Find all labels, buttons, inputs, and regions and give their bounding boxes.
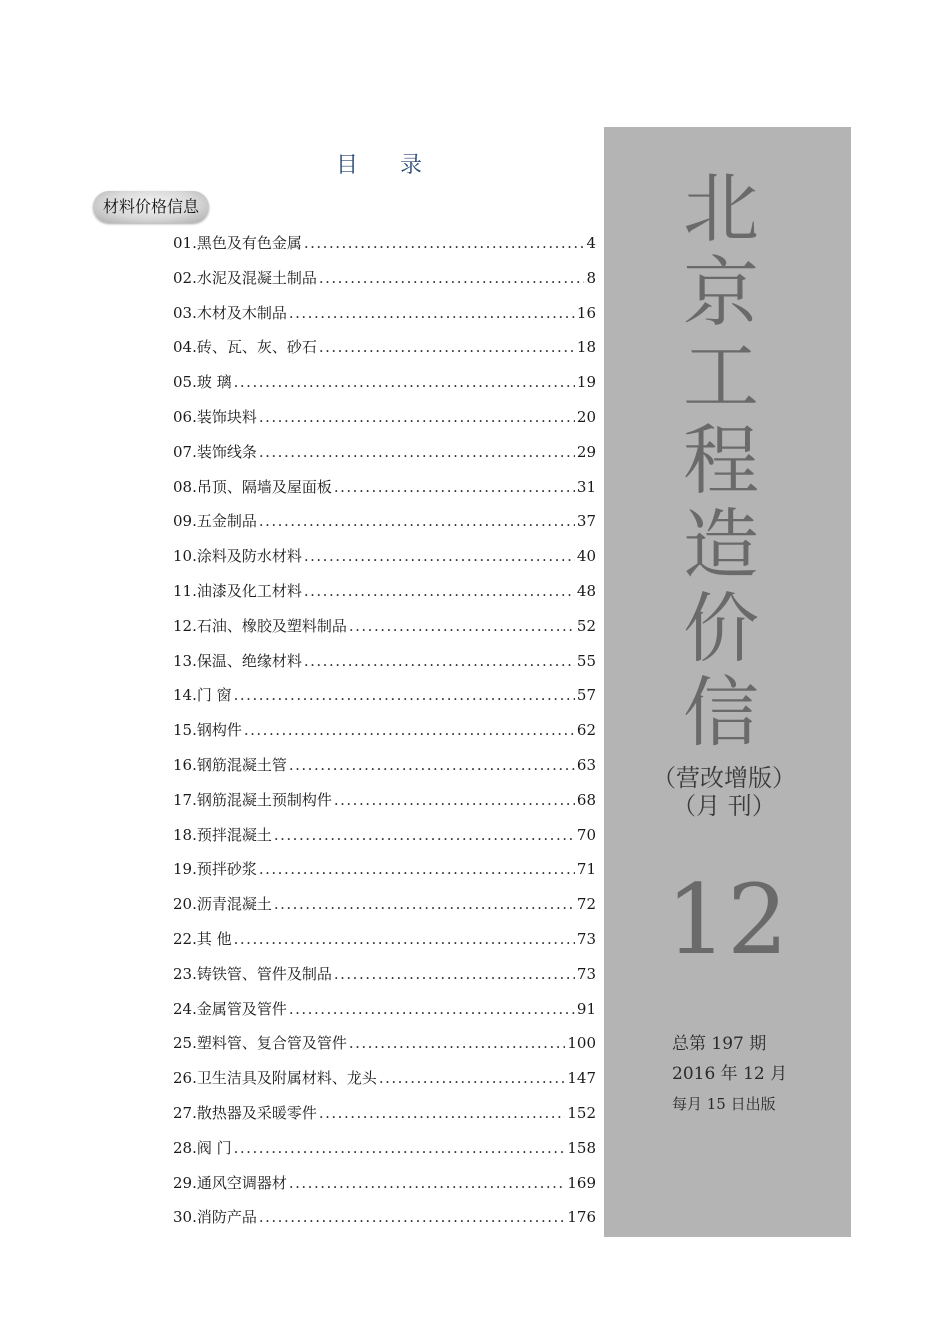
toc-item-number: 23. [173,964,197,983]
toc-item-label: 金属管及管件 [196,999,287,1018]
toc-item-page: 91 [576,999,596,1018]
total-issue: 总第 197 期 [672,1034,767,1054]
toc-item-page: 40 [576,547,596,566]
cover-title-char: 程 [683,416,759,505]
toc-item[interactable] [173,504,596,539]
toc-item-label: 沥青混凝土 [196,895,272,914]
toc-item-label: 塑料管、复合管及管件 [196,1034,347,1053]
toc-item-number: 02. [173,268,197,287]
toc-item-label: 装饰线条 [196,442,257,461]
toc-item-number: 09. [173,512,197,531]
toc-item[interactable] [173,296,596,331]
toc-item-label: 消防产品 [196,1208,257,1227]
toc-item-number: 05. [173,373,197,392]
toc-item-page: 169 [567,1173,596,1192]
toc-item-page: 62 [576,721,596,740]
toc-item[interactable] [173,435,596,470]
toc-item[interactable] [173,400,596,435]
toc-title-left: 目 [336,153,361,178]
toc-item-page: 73 [576,964,596,983]
toc-item[interactable] [173,713,596,748]
toc-item-label: 涂料及防水材料 [196,547,302,566]
toc-item-number: 01. [173,234,197,252]
toc-item[interactable] [173,470,596,505]
toc-item[interactable] [173,1131,596,1166]
cover-title-char: 价 [683,584,759,673]
toc-item-leader [379,1061,565,1096]
toc-item-page: 152 [567,1103,596,1122]
edition-line-2: （月 刊） [672,792,776,820]
cover-title-char: 信 [683,668,759,757]
toc-item-label: 铸铁管、管件及制品 [196,964,332,983]
toc-item-leader [244,713,575,748]
toc-item-label: 门 窗 [196,686,232,705]
toc-item-label: 卫生洁具及附属材料、龙头 [196,1069,377,1088]
toc-item-leader [289,992,575,1027]
toc-item-leader [304,226,585,261]
cover-title-char: 造 [683,500,759,589]
toc-item-page: 16 [576,303,596,322]
toc-item-page: 29 [576,442,596,461]
toc-item-label: 钢筋混凝土管 [196,755,287,774]
toc-item-page: 70 [576,825,596,844]
toc-item-number: 30. [173,1208,197,1227]
toc-item-number: 03. [173,303,197,322]
toc-item-number: 26. [173,1069,197,1088]
toc-item[interactable] [173,1061,596,1096]
toc-item-label: 阀 门 [196,1138,232,1157]
toc-list [173,226,596,1235]
toc-item-page: 176 [567,1208,596,1227]
toc-item-leader [274,887,575,922]
toc-item[interactable] [173,574,596,609]
edition-label [604,764,844,820]
toc-item[interactable] [173,1026,596,1061]
toc-item-page: 72 [576,895,596,914]
toc-item[interactable] [173,748,596,783]
toc-item-label: 散热器及采暖零件 [196,1103,317,1122]
toc-item-number: 16. [173,755,197,774]
toc-item[interactable] [173,1166,596,1201]
toc-item[interactable] [173,852,596,887]
toc-item-label: 玻 璃 [196,373,232,392]
toc-item-page: 31 [576,477,596,496]
toc-item-leader [289,296,575,331]
toc-item[interactable] [173,783,596,818]
toc-item-page: 52 [576,616,596,635]
issue-meta [672,1029,842,1119]
toc-item-number: 15. [173,721,197,740]
toc-item-number: 13. [173,651,197,670]
toc-item-leader [334,957,575,992]
toc-item-number: 18. [173,825,197,844]
toc-item-leader [259,400,575,435]
toc-item-label: 钢筋混凝土预制构件 [196,790,332,809]
toc-item-label: 预拌混凝土 [196,825,272,844]
toc-item-page: 19 [576,373,596,392]
toc-item-label: 预拌砂浆 [196,860,257,879]
toc-item-page: 8 [586,268,596,287]
toc-item[interactable] [173,330,596,365]
toc-item-leader [234,922,575,957]
toc-item-number: 12. [173,616,197,635]
toc-item-leader [289,1166,565,1201]
toc-item-label: 五金制品 [196,512,257,531]
toc-item-leader [304,644,575,679]
toc-item-page: 37 [576,512,596,531]
toc-item-page: 55 [576,651,596,670]
toc-item[interactable] [173,365,596,400]
toc-item-leader [234,1131,566,1166]
toc-item-leader [304,574,575,609]
toc-item-leader [319,1096,565,1131]
cover-title-char: 北 [683,164,759,253]
toc-item-leader [234,365,575,400]
toc-item-page: 73 [576,929,596,948]
toc-item-number: 06. [173,407,197,426]
toc-item-leader [259,852,575,887]
toc-item-number: 17. [173,790,197,809]
toc-item[interactable] [173,609,596,644]
toc-title-right: 录 [400,153,425,178]
toc-item-page: 48 [576,581,596,600]
toc-item-label: 钢构件 [196,721,242,740]
toc-item-label: 油漆及化工材料 [196,581,302,600]
toc-item[interactable] [173,992,596,1027]
toc-item[interactable] [173,644,596,679]
toc-item-label: 木材及木制品 [196,303,287,322]
issue-date: 2016 年 12 月 [672,1064,788,1084]
cover-title [676,164,766,757]
toc-item-leader [319,330,575,365]
toc-item-number: 28. [173,1138,197,1157]
toc-item-leader [234,678,575,713]
toc-item-page: 100 [567,1034,596,1053]
cover-title-char: 工 [683,332,759,421]
toc-item-leader [259,435,575,470]
cover-title-char: 京 [683,248,759,337]
toc-item[interactable] [173,261,596,296]
toc-item-number: 24. [173,999,197,1018]
toc-item[interactable] [173,957,596,992]
toc-title [330,148,430,178]
toc-item-label: 通风空调器材 [196,1173,287,1192]
toc-item-page: 20 [576,407,596,426]
toc-item-label: 装饰块料 [196,407,257,426]
toc-item-number: 22. [173,929,197,948]
toc-item-number: 20. [173,895,197,914]
toc-item[interactable] [173,226,596,261]
toc-item-page: 68 [576,790,596,809]
toc-item-leader [334,470,575,505]
toc-item-label: 黑色及有色金属 [196,234,302,252]
toc-item-page: 18 [576,338,596,357]
toc-item[interactable] [173,1200,596,1235]
toc-item-leader [349,609,575,644]
toc-item-leader [319,261,585,296]
toc-item-page: 57 [576,686,596,705]
toc-item-leader [349,1026,565,1061]
toc-item[interactable] [173,887,596,922]
toc-item-number: 10. [173,547,197,566]
toc-item-label: 水泥及混凝土制品 [196,268,317,287]
toc-item-page: 63 [576,755,596,774]
toc-item-number: 08. [173,477,197,496]
toc-item-label: 砖、瓦、灰、砂石 [196,338,317,357]
toc-item[interactable] [173,539,596,574]
toc-item-number: 25. [173,1034,197,1053]
toc-item-number: 04. [173,338,197,357]
cover-panel [604,127,851,1237]
toc-item-leader [304,539,575,574]
toc-item-label: 吊顶、隔墙及屋面板 [196,477,332,496]
toc-item-number: 07. [173,442,197,461]
toc-item[interactable] [173,678,596,713]
section-badge: 材料价格信息 [93,191,209,223]
toc-item[interactable] [173,818,596,853]
edition-line-1: （营改增版） [652,764,796,792]
toc-item-number: 27. [173,1103,197,1122]
toc-item-leader [259,504,575,539]
toc-item-leader [274,818,575,853]
toc-item-leader [334,783,575,818]
publish-note: 每月 15 日出版 [672,1095,776,1113]
toc-item-label: 其 他 [196,929,232,948]
toc-item-number: 29. [173,1173,197,1192]
issue-number: 12 [666,864,789,976]
toc-item-page: 4 [586,234,596,252]
toc-item-number: 14. [173,686,197,705]
toc-item-number: 11. [173,581,197,600]
toc-item-page: 71 [576,860,596,879]
toc-item[interactable] [173,922,596,957]
toc-item-label: 保温、绝缘材料 [196,651,302,670]
toc-item-leader [259,1200,565,1235]
toc-item-number: 19. [173,860,197,879]
toc-item-label: 石油、橡胶及塑料制品 [196,616,347,635]
toc-item[interactable] [173,1096,596,1131]
toc-item-leader [289,748,575,783]
toc-item-page: 158 [567,1138,596,1157]
toc-item-page: 147 [567,1069,596,1088]
